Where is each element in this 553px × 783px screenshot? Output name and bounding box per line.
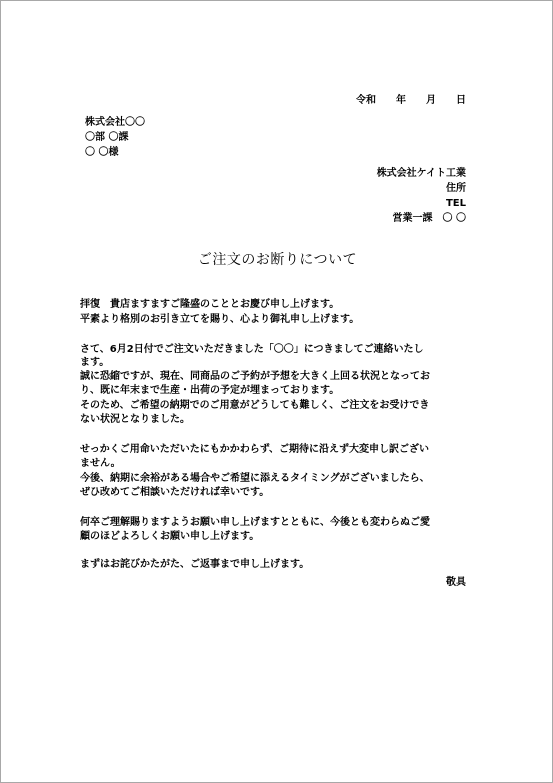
body-line: 何卒ご理解賜りますようお願い申し上げますとともに、今後とも変わらぬご愛: [80, 517, 430, 528]
body-line: ぜひ改めてご相談いただければ幸いです。: [80, 487, 270, 498]
body-line: 拝復 貴店ますますご隆盛のこととお慶び申し上げます。: [80, 299, 340, 310]
body-line: まずはお詫びかたがた、ご返事まで申し上げます。: [80, 559, 310, 570]
body-line: ない状況となりました。: [80, 414, 190, 425]
body-line: ません。: [80, 458, 121, 469]
body-line: 顧のほどよろしくお願い申し上げます。: [80, 531, 260, 542]
body-line: 誠に恐縮ですが、現在、同商品のご予約が予想を大きく上回る状況となってお: [80, 371, 430, 382]
closing: 敬具: [446, 577, 466, 588]
letter-title: ご注文のお断りについて: [197, 252, 358, 268]
date: 令和 年 月 日: [356, 95, 466, 106]
recipient-company: 株式会社〇〇: [85, 117, 145, 128]
body-line: 平素より格別のお引き立てを賜り、心より御礼申し上げます。: [80, 314, 360, 325]
sender-company: 株式会社ケイト工業: [376, 168, 466, 179]
sender-address: 住所: [446, 183, 466, 194]
body-line: せっかくご用命いただいたにもかかわらず、ご期待に沿えず大変申し訳ござい: [80, 444, 429, 455]
body-line: り、既に年末まで生産・出荷の予定が埋まっております。: [80, 385, 340, 396]
recipient-department: 〇部 〇課: [85, 132, 129, 143]
recipient-person: 〇 〇様: [85, 147, 119, 158]
sender-tel: TEL: [445, 198, 466, 209]
body-line: ます。: [80, 357, 110, 368]
sender-person: 営業一課 〇 〇: [392, 213, 466, 224]
body-line: そのため、ご希望の納期でのご用意がどうしても難しく、ご注文をお受けでき: [80, 400, 430, 411]
body-line: さて、6月2日付でご注文いただきました「〇〇」につきましてご連絡いたし: [80, 344, 424, 355]
body-line: 今後、納期に余裕がある場合やご希望に添えるタイミングがございましたら、: [80, 473, 430, 484]
